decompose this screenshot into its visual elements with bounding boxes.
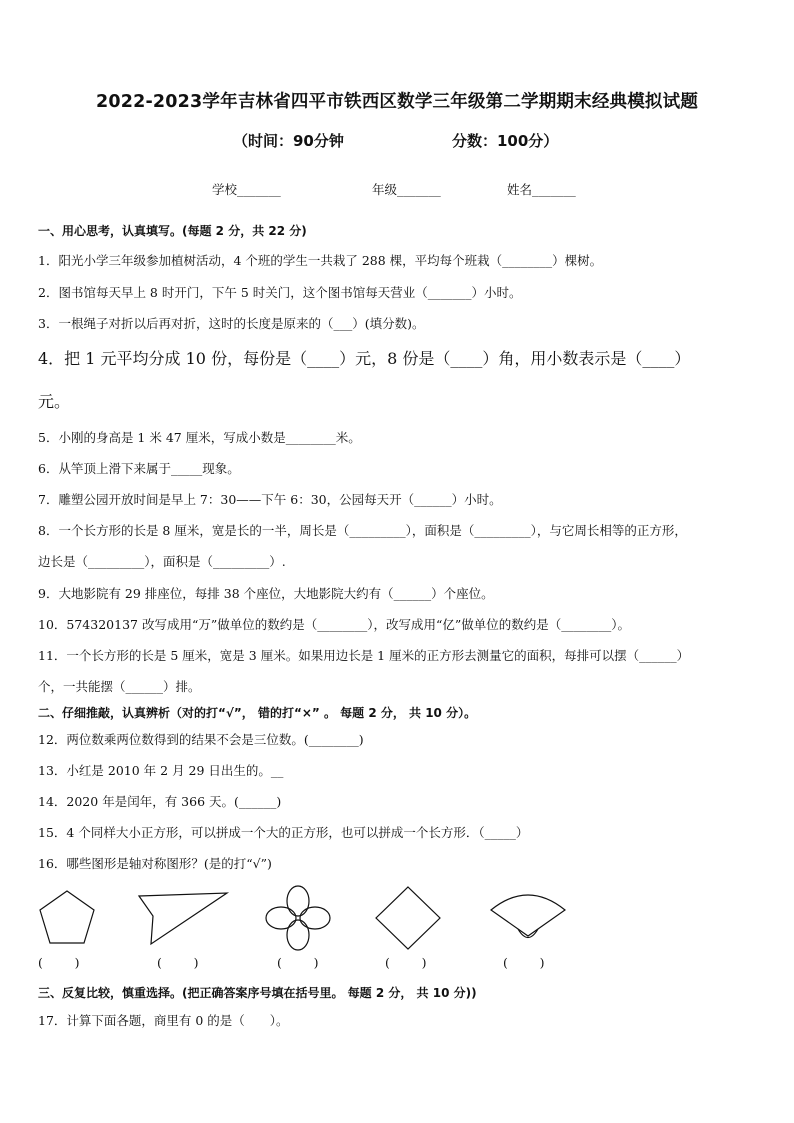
exam-time: （时间：90分钟 bbox=[233, 132, 344, 150]
question-4-cont: 元。 bbox=[38, 392, 71, 411]
school-field: 学校_______ bbox=[212, 182, 281, 197]
question-9: 9．大地影院有 29 排座位，每排 38 个座位，大地影院大约有（______）个座位。 bbox=[38, 586, 494, 601]
question-15: 15．4 个同样大小正方形，可以拼成一个大的正方形，也可以拼成一个长方形．（_____） bbox=[38, 825, 529, 840]
four-leaf-clover-icon bbox=[264, 884, 332, 952]
question-8-cont: 边长是（_________），面积是（_________）. bbox=[38, 554, 286, 569]
answer-paren-1: ( ) bbox=[38, 955, 80, 970]
diamond-icon bbox=[373, 884, 443, 952]
question-8: 8．一个长方形的长是 8 厘米，宽是长的一半，周长是（_________），面积是（_________），与它周长相等的正方形， bbox=[38, 523, 687, 538]
name-field: 姓名_______ bbox=[507, 182, 576, 197]
question-13: 13．小红是 2010 年 2 月 29 日出生的。__ bbox=[38, 763, 284, 778]
question-11: 11．一个长方形的长是 5 厘米，宽是 3 厘米。如果用边长是 1 厘米的正方形去测量它的面积，每排可以摆（______） bbox=[38, 648, 690, 663]
exam-score: 分数：100分） bbox=[452, 132, 559, 150]
answer-paren-4: ( ) bbox=[385, 955, 427, 970]
question-16: 16．哪些图形是轴对称图形？(是的打“√”) bbox=[38, 856, 272, 871]
pentagon-icon bbox=[36, 888, 98, 948]
fan-icon bbox=[487, 886, 569, 946]
question-11-cont: 个，一共能摆（______）排。 bbox=[38, 679, 201, 694]
question-1: 1．阳光小学三年级参加植树活动，4 个班的学生一共栽了 288 棵，平均每个班栽（________）棵树。 bbox=[38, 253, 603, 268]
question-7: 7．雕塑公园开放时间是早上 7：30——下午 6：30，公园每天开（______）小时。 bbox=[38, 492, 502, 507]
section-2-heading: 二、仔细推敲，认真辨析（对的打“√”， 错的打“×” 。 每题 2 分， 共 10 分）。 bbox=[38, 706, 477, 720]
answer-paren-5: ( ) bbox=[503, 955, 545, 970]
section-3-heading: 三、反复比较，慎重选择。(把正确答案序号填在括号里。 每题 2 分， 共 10 分)) bbox=[38, 986, 477, 1000]
grade-field: 年级_______ bbox=[372, 182, 441, 197]
answer-paren-3: ( ) bbox=[277, 955, 319, 970]
question-2: 2．图书馆每天早上 8 时开门，下午 5 时关门，这个图书馆每天营业（_______）小时。 bbox=[38, 285, 522, 300]
question-4: 4．把 1 元平均分成 10 份，每份是（____）元，8 份是（____）角，用小数表示是（____） bbox=[38, 349, 691, 368]
question-14: 14．2020 年是闰年，有 366 天。(______) bbox=[38, 794, 282, 809]
answer-paren-2: ( ) bbox=[157, 955, 199, 970]
section-1-heading: 一、用心思考，认真填写。(每题 2 分，共 22 分) bbox=[38, 224, 307, 238]
question-5: 5．小刚的身高是 1 米 47 厘米，写成小数是________米。 bbox=[38, 430, 361, 445]
triangle-icon bbox=[135, 890, 231, 948]
question-17: 17．计算下面各题，商里有 0 的是（ ）。 bbox=[38, 1013, 289, 1028]
question-6: 6．从竿顶上滑下来属于_____现象。 bbox=[38, 461, 240, 476]
question-10: 10．574320137 改写成用“万”做单位的数约是（________），改写成用“亿”做单位的数约是（________）。 bbox=[38, 617, 631, 632]
page-title: 2022-2023学年吉林省四平市铁西区数学三年级第二学期期末经典模拟试题 bbox=[95, 92, 699, 112]
question-3: 3．一根绳子对折以后再对折，这时的长度是原来的（___）(填分数)。 bbox=[38, 316, 425, 331]
question-12: 12．两位数乘两位数得到的结果不会是三位数。(________) bbox=[38, 732, 364, 747]
